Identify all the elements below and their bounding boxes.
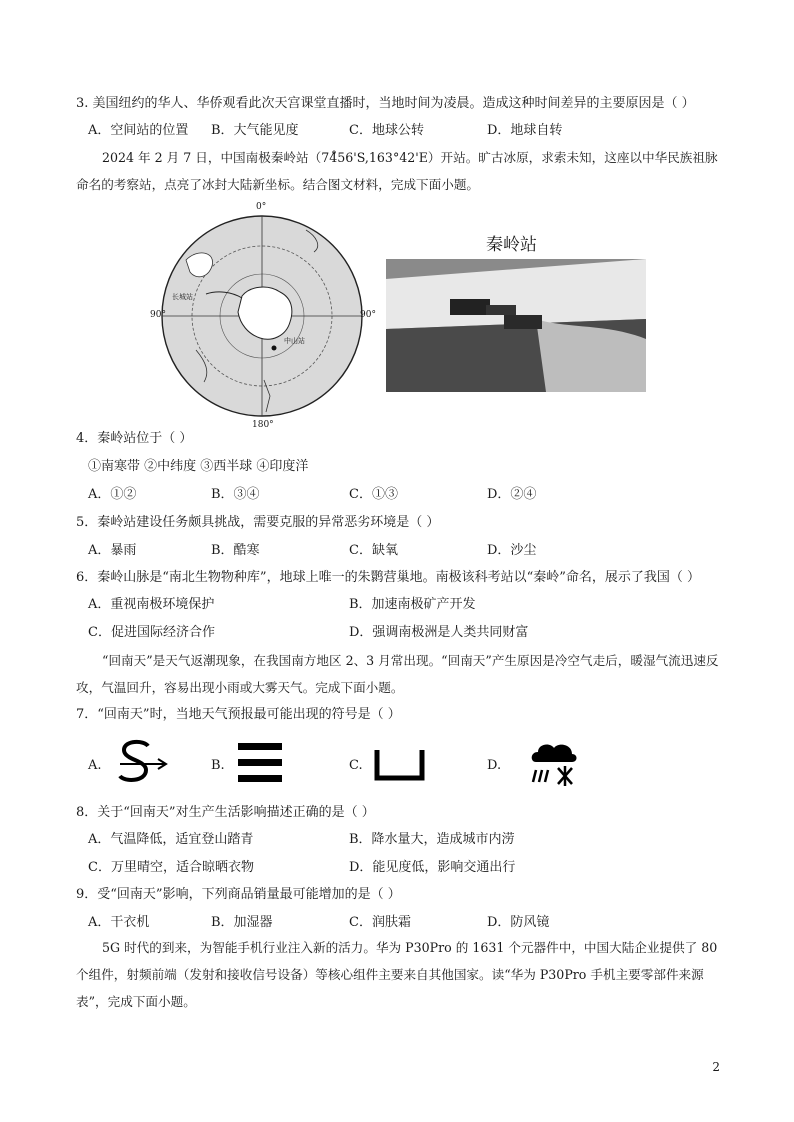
- q4-option-b: B．③④: [211, 487, 260, 502]
- sleet-symbol-icon: [528, 740, 580, 792]
- fog-symbol-icon: [236, 741, 284, 789]
- map-label-0: 0°: [256, 202, 267, 212]
- q9-stem: 9．受“回南天”影响，下列商品销量最可能增加的是（ ）: [76, 887, 401, 902]
- q3-option-b: B．大气能见度: [211, 123, 299, 138]
- passage-huinantian: “回南天”是天气返潮现象，在我国南方地区 2、3 月常出现。“回南天”产生原因是冷空气走后，暖湿气流迅速反攻，气温回升，容易出现小雨或大雾天气。完成下面小题。: [76, 653, 719, 695]
- q8-option-d: D．能见度低，影响交通出行: [349, 860, 516, 875]
- q4-option-a: A．①②: [88, 487, 137, 502]
- photo-title: 秦岭站: [486, 235, 537, 255]
- page-number: 2: [712, 1060, 720, 1074]
- q9-option-a: A．干衣机: [88, 915, 150, 930]
- q8-stem: 8．关于“回南天”对生产生活影响描述正确的是（ ）: [76, 805, 375, 820]
- q5-option-d: D．沙尘: [487, 543, 537, 558]
- qinling-station-photo: [386, 259, 646, 392]
- cold-wave-symbol-icon: [374, 748, 426, 786]
- q5-option-c: C．缺氧: [349, 543, 398, 558]
- q7-option-a-label: A.: [88, 758, 102, 773]
- sandstorm-symbol-icon: [114, 738, 170, 790]
- q5-stem: 5．秦岭站建设任务颇具挑战，需要克服的异常恶劣环境是（ ）: [76, 515, 440, 530]
- q6-option-b: B．加速南极矿产开发: [349, 597, 476, 612]
- q6-option-c: C．促进国际经济合作: [88, 625, 215, 640]
- q8-option-a: A．气温降低，适宜登山踏青: [88, 832, 254, 847]
- q9-option-c: C．润肤霜: [349, 915, 411, 930]
- q7-option-b-label: B.: [211, 758, 225, 773]
- q6-option-d: D．强调南极洲是人类共同财富: [349, 625, 529, 640]
- q4-stem: 4．秦岭站位于（ ）: [76, 431, 193, 446]
- q4-option-d: D．②④: [487, 487, 537, 502]
- passage-qinling: 2024 年 2 月 7 日，中国南极秦岭站（74̊56'S,163°42'E）开站。旷古冰原，求索未知，这座以中华民族祖脉命名的考察站，点亮了冰封大陆新坐标。结合图文材料，完成下面小题。: [76, 150, 718, 192]
- passage-huawei: 5G 时代的到来，为智能手机行业注入新的活力。华为 P30Pro 的 1631 个元器件中，中国大陆企业提供了 80 个组件，射频前端（发射和接收信号设备）等核心组件主要来自其他国家。读“华为 P30Pro 手机主要零部件来源表”，完成下面小题。: [76, 940, 718, 1009]
- q5-option-b: B．酷寒: [211, 543, 260, 558]
- map-label-station-a: 长城站: [172, 293, 193, 301]
- antarctic-polar-map: [146, 200, 378, 432]
- q3-stem: 3. 美国纽约的华人、华侨观看此次天宫课堂直播时，当地时间为凌晨。造成这种时间差异的主要原因是（ ）: [76, 96, 695, 111]
- q7-option-c-label: C.: [349, 758, 363, 773]
- q3-option-d: D．地球自转: [487, 123, 563, 138]
- q3-option-c: C．地球公转: [349, 123, 424, 138]
- q6-stem: 6．秦岭山脉是“南北生物物种库”，地球上唯一的朱鹮营巢地。南极该科考站以“秦岭”命名，展示了我国（ ）: [76, 570, 700, 585]
- q8-option-b: B．降水量大，造成城市内涝: [349, 832, 515, 847]
- q7-option-d-label: D.: [487, 758, 502, 773]
- q4-choices: ①南寒带 ②中纬度 ③西半球 ④印度洋: [88, 459, 309, 474]
- q9-option-b: B．加湿器: [211, 915, 273, 930]
- q4-option-c: C．①③: [349, 487, 398, 502]
- map-label-90w: 90°: [150, 310, 166, 320]
- q5-option-a: A．暴雨: [88, 543, 137, 558]
- map-label-180: 180°: [252, 420, 274, 430]
- q9-option-d: D．防风镜: [487, 915, 550, 930]
- q6-option-a: A．重视南极环境保护: [88, 597, 215, 612]
- map-label-station-b: 中山站: [284, 337, 305, 345]
- q8-option-c: C．万里晴空，适合晾晒衣物: [88, 860, 254, 875]
- q3-option-a: A．空间站的位置: [88, 123, 189, 138]
- map-label-90e: 90°: [360, 310, 376, 320]
- q7-stem: 7．“回南天”时，当地天气预报最可能出现的符号是（ ）: [76, 707, 401, 722]
